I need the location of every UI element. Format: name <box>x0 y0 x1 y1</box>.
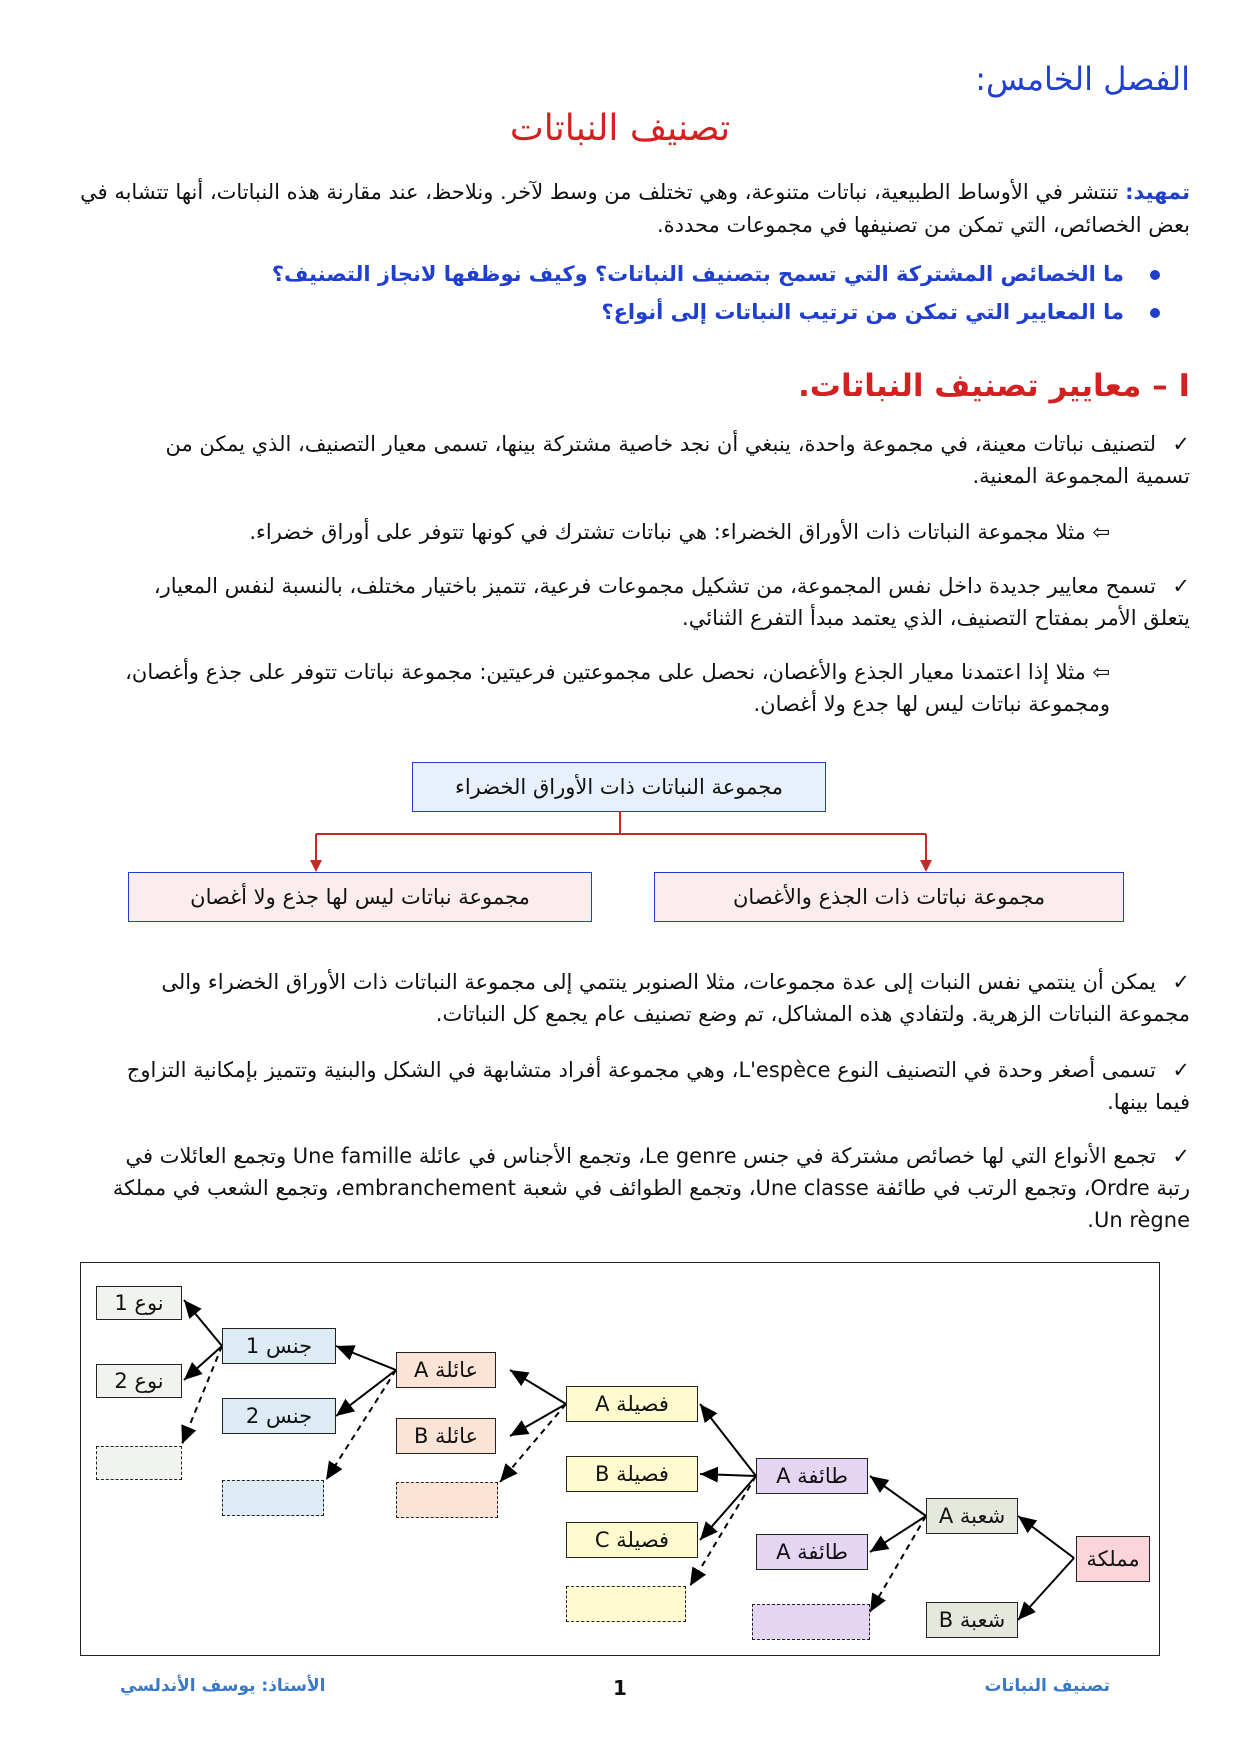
order-c-box: فصيلة C <box>566 1522 698 1558</box>
page-title: تصنيف النباتات <box>509 108 731 149</box>
genus-placeholder-box <box>222 1480 324 1516</box>
check-icon: ✓ <box>1172 970 1190 994</box>
arrow-icon: ⇦ <box>1092 660 1110 684</box>
page-number: 1 <box>613 1676 627 1700</box>
check-icon: ✓ <box>1172 1058 1190 1082</box>
family-placeholder-box <box>396 1482 498 1518</box>
check-icon: ✓ <box>1172 574 1190 598</box>
order-placeholder-box <box>566 1586 686 1622</box>
footer-title: تصنيف النباتات <box>984 1676 1110 1696</box>
paragraph-3-text: يمكن أن ينتمي نفس النبات إلى عدة مجموعات، مثلا الصنوبر ينتمي إلى مجموعة النباتات ذات الأوراق الخضراء والى مجموعة النباتات الزهرية. ولتفادي هذه المشاكل، تم وضع تصنيف عام يجمع كل النباتات. <box>161 970 1190 1026</box>
order-b-box: فصيلة B <box>566 1456 698 1492</box>
question-2-text: ما المعايير التي تمكن من ترتيب النباتات إلى أنواع؟ <box>601 300 1124 324</box>
check-icon: ✓ <box>1172 1144 1190 1168</box>
phylum-b-box: شعبة B <box>926 1602 1018 1638</box>
species-placeholder-box <box>96 1446 182 1480</box>
order-a-box: فصيلة A <box>566 1386 698 1422</box>
footer-author: الأستاذ: يوسف الأندلسي <box>120 1676 326 1696</box>
tree-right-box: مجموعة نباتات ذات الجذع والأغصان <box>654 872 1124 922</box>
kingdom-box: مملكة <box>1076 1536 1150 1582</box>
chapter-heading: الفصل الخامس: <box>975 60 1190 98</box>
paragraph-2-text: تسمح معايير جديدة داخل نفس المجموعة، من تشكيل مجموعات فرعية، تتميز باختيار مختلف، بالنسبة لنفس المعيار، يتعلق الأمر بمفتاح التصنيف، الذي يعتمد مبدأ التفرع الثنائي. <box>153 574 1190 630</box>
genus-2-box: جنس 2 <box>222 1398 336 1434</box>
paragraph-1-text: لتصنيف نباتات معينة، في مجموعة واحدة، ينبغي أن نجد خاصية مشتركة بينها، تسمى معيار التصنيف، الذي يمكن من تسمية المجموعة المعنية. <box>165 432 1190 488</box>
section-heading: I – معايير تصنيف النباتات. <box>798 368 1190 404</box>
species-2-box: نوع 2 <box>96 1364 182 1398</box>
paragraph-4-text: تسمى أصغر وحدة في التصنيف النوع L'espèce، وهي مجموعة أفراد متشابهة في الشكل والبنية وتتميز بإمكانية التزاوج فيما بينها. <box>126 1058 1190 1114</box>
tree-root-box: مجموعة النباتات ذات الأوراق الخضراء <box>412 762 826 812</box>
intro-text: تنتشر في الأوساط الطبيعية، نباتات متنوعة، وهي تختلف من وسط لآخر. ونلاحظ، عند مقارنة هذه النباتات، أنها تتشابه في بعض الخصائص، التي تمكن من تصنيفها في مجموعات محددة. <box>80 180 1190 237</box>
example-2-text: مثلا إذا اعتمدنا معيار الجذع والأغصان، نحصل على مجموعتين فرعيتين: مجموعة نباتات تتوفر على جذع وأغصان، ومجموعة نباتات ليس لها جدع ولا أغصان. <box>125 660 1110 716</box>
arrow-icon: ⇦ <box>1092 520 1110 544</box>
paragraph-5-text: تجمع الأنواع التي لها خصائص مشتركة في جنس Le genre، وتجمع الأجناس في عائلة Une famille وتجمع العائلات في رتبة Ordre، وتجمع الرتب في طائفة Une classe، وتجمع الطوائف في شعبة embranchement، وتجمع الشعب في مملكة Un règne. <box>112 1144 1190 1232</box>
question-1-text: ما الخصائص المشتركة التي تسمح بتصنيف النباتات؟ وكيف نوظفها لانجاز التصنيف؟ <box>271 262 1124 286</box>
class-a-box: طائفة A <box>756 1458 868 1494</box>
phylum-a-box: شعبة A <box>926 1498 1018 1534</box>
family-a-box: عائلة A <box>396 1352 496 1388</box>
example-1-text: مثلا مجموعة النباتات ذات الأوراق الخضراء: هي نباتات تشترك في كونها تتوفر على أوراق خضراء. <box>249 520 1086 544</box>
check-icon: ✓ <box>1172 432 1190 456</box>
species-1-box: نوع 1 <box>96 1286 182 1320</box>
class-placeholder-box <box>752 1604 870 1640</box>
intro-label: تمهيد: <box>1125 180 1190 204</box>
family-b-box: عائلة B <box>396 1418 496 1454</box>
genus-1-box: جنس 1 <box>222 1328 336 1364</box>
tree-left-box: مجموعة نباتات ليس لها جذع ولا أغصان <box>128 872 592 922</box>
class-a2-box: طائفة A <box>756 1534 868 1570</box>
